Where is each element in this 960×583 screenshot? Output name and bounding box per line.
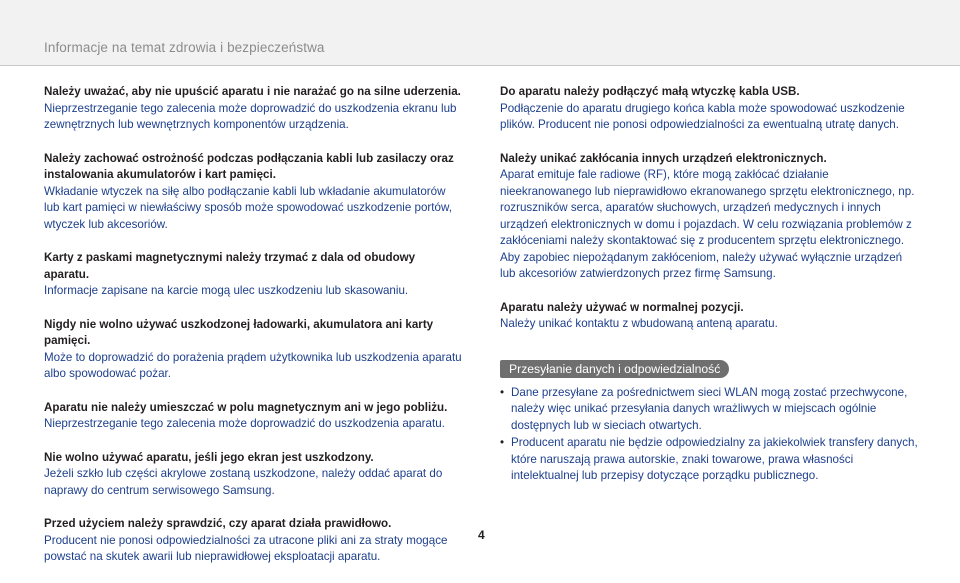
note-heading: Karty z paskami magnetycznymi należy trzymać z dala od obudowy aparatu.: [44, 251, 416, 281]
note-heading: Do aparatu należy podłączyć małą wtyczkę kabla USB.: [500, 85, 800, 98]
safety-note: [44, 450, 462, 500]
safety-note: [44, 516, 462, 566]
safety-note: [44, 151, 462, 234]
note-body: Nieprzestrzeganie tego zalecenia może doprowadzić do uszkodzenia aparatu.: [44, 417, 445, 430]
note-body: Aparat emituje fale radiowe (RF), które mogą zakłócać działanie nieekranowanego lub nieprawidłowo ekranowanego sprzętu elektronicznego, np. rozruszników serca, aparatów słuchowych, urządzeń medycznych i innych urządzeń elektronicznych w domu i pojazdach. W celu rozwiązania problemów z zakłóceniami należy skontaktować się z producentem sprzętu elektronicznego. Aby zapobiec niepożądanym zakłóceniom, należy używać wyłącznie urządzeń lub akcesoriów zatwierdzonych przez firmę Samsung.: [500, 168, 915, 280]
left-column: [44, 84, 462, 583]
note-heading: Należy zachować ostrożność podczas podłączania kabli lub zasilaczy oraz instalowania akumulatorów i kart pamięci.: [44, 151, 454, 181]
safety-note: [44, 400, 462, 433]
bullet-item: • Dane przesyłane za pośrednictwem sieci WLAN mogą zostać przechwycone, należy więc unikać przesyłania danych wrażliwych w miejscach ogólnie dostępnych lub w sieciach otwartych.: [500, 385, 918, 435]
section-title-badge: Przesyłanie danych i odpowiedzialność: [500, 360, 729, 378]
safety-note: [44, 317, 462, 383]
note-heading: Nigdy nie wolno używać uszkodzonej ładowarki, akumulatora ani karty pamięci.: [44, 317, 434, 347]
note-body: Nieprzestrzeganie tego zalecenia może doprowadzić do uszkodzenia ekranu lub zewnętrznych lub wewnętrznych komponentów urządzenia.: [44, 101, 457, 131]
note-body: Należy unikać kontaktu z wbudowaną anteną aparatu.: [500, 317, 778, 330]
bullet-item: • Producent aparatu nie będzie odpowiedzialny za jakiekolwiek transfery danych, które naruszają prawa autorskie, znaki towarowe, prawa własności intelektualnej lub przepisy dotyczące porządku publicznego.: [500, 435, 918, 485]
safety-note: [44, 84, 462, 134]
safety-note: [500, 151, 918, 283]
note-heading: Należy unikać zakłócania innych urządzeń elektronicznych.: [500, 151, 827, 165]
safety-note: [500, 84, 918, 134]
safety-note: [44, 250, 462, 300]
bullet-list: [500, 385, 918, 485]
right-column: [500, 84, 918, 486]
note-body: Producent nie ponosi odpowiedzialności za utracone pliki ani za straty mogące powstać na skutek awarii lub nieprawidłowej eksploatacji aparatu.: [44, 533, 448, 563]
note-body: Jeżeli szkło lub części akrylowe zostaną uszkodzone, należy oddać aparat do naprawy do centrum serwisowego Samsung.: [44, 467, 443, 497]
note-heading: Aparatu nie należy umieszczać w polu magnetycznym ani w jego pobliżu.: [44, 400, 448, 414]
note-body: Wkładanie wtyczek na siłę albo podłączanie kabli lub wkładanie akumulatorów lub kart pamięci w niewłaściwy sposób może spowodować uszkodzenie portów, wtyczek lub akcesoriów.: [44, 184, 452, 231]
note-heading: Aparatu należy używać w normalnej pozycji.: [500, 300, 744, 314]
note-heading: Przed użyciem należy sprawdzić, czy aparat działa prawidłowo.: [44, 517, 392, 530]
note-body: Może to doprowadzić do porażenia prądem użytkownika lub uszkodzenia aparatu albo spowodować pożar.: [44, 350, 462, 380]
header-divider: [0, 65, 960, 66]
note-body: Podłączenie do aparatu drugiego końca kabla może spowodować uszkodzenie plików. Producent nie ponosi odpowiedzialności za ewentualną utratę danych.: [500, 101, 905, 131]
page-header-title: Informacje na temat zdrowia i bezpieczeństwa: [44, 40, 325, 55]
page-number: 4: [478, 528, 485, 542]
note-body: Informacje zapisane na karcie mogą ulec uszkodzeniu lub skasowaniu.: [44, 284, 409, 297]
note-heading: Nie wolno używać aparatu, jeśli jego ekran jest uszkodzony.: [44, 450, 374, 464]
note-heading: Należy uważać, aby nie upuścić aparatu i nie narażać go na silne uderzenia.: [44, 85, 461, 98]
header-band: [0, 0, 960, 66]
safety-note: [500, 300, 918, 333]
